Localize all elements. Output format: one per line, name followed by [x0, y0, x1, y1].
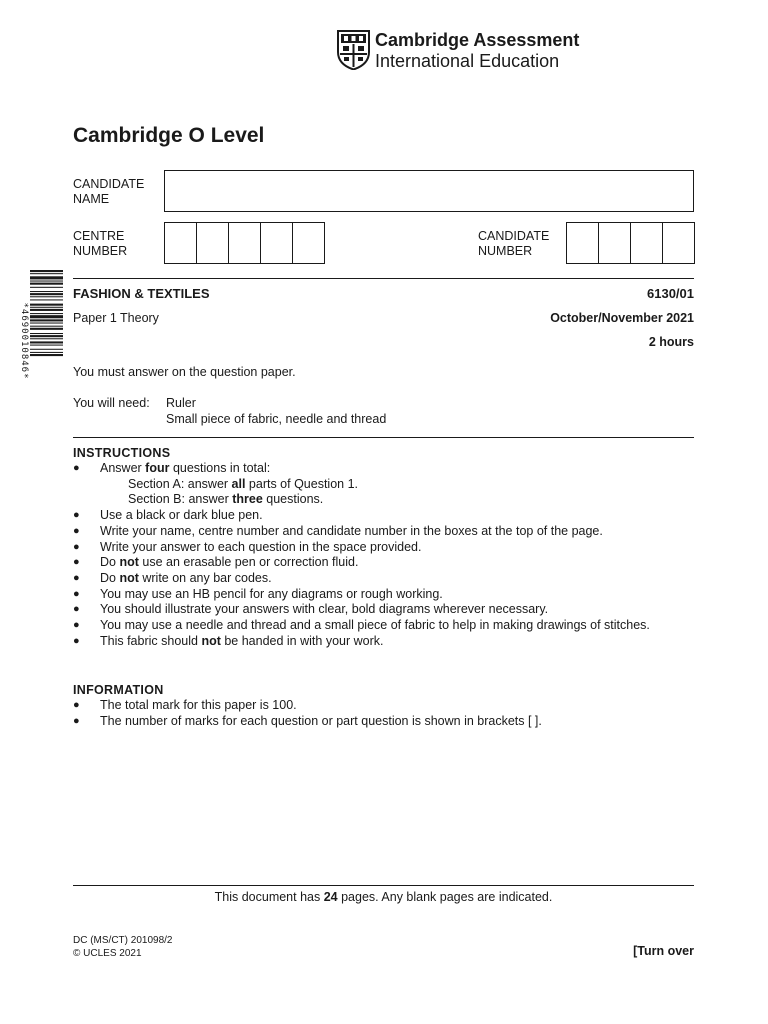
candidate-number-digit[interactable]	[663, 223, 694, 263]
candidate-name-label-1: CANDIDATE	[73, 177, 145, 191]
barcode-bar	[30, 323, 63, 324]
centre-number-label-2: NUMBER	[73, 244, 128, 258]
candidate-number-label-1: CANDIDATE	[478, 229, 550, 243]
centre-number-label-1: CENTRE	[73, 229, 125, 243]
qualification-title: Cambridge O Level	[73, 124, 265, 147]
centre-number-digit[interactable]	[229, 223, 261, 263]
subject-title: FASHION & TEXTILES	[73, 286, 210, 301]
barcode-bar	[30, 270, 63, 272]
exam-session: October/November 2021	[550, 311, 694, 325]
barcode-bar	[30, 335, 63, 337]
barcode-digits-text: *4690010846*	[19, 302, 29, 380]
candidate-number-digit[interactable]	[567, 223, 599, 263]
candidate-number-label-2: NUMBER	[478, 244, 533, 258]
candidate-name-field[interactable]	[164, 170, 694, 212]
information-item: ● The number of marks for each question or part question is shown in brackets [ ].	[73, 713, 542, 728]
barcode-bar	[30, 304, 63, 306]
barcode-bar	[30, 328, 63, 330]
barcode-bar	[30, 281, 63, 282]
cambridge-shield-icon	[337, 30, 370, 70]
barcode-bar	[30, 313, 63, 314]
instructions-heading: INSTRUCTIONS	[73, 446, 171, 460]
barcode-bar	[30, 309, 63, 311]
barcode-bar	[30, 352, 63, 353]
instructions-list	[73, 461, 694, 649]
candidate-number-digit[interactable]	[599, 223, 631, 263]
paper-code: 6130/01	[647, 286, 694, 301]
instruction-item: ● Answer four questions in total:	[73, 461, 271, 475]
centre-number-digit[interactable]	[197, 223, 229, 263]
candidate-number-label	[478, 229, 549, 259]
information-list	[73, 698, 694, 729]
need-item: Small piece of fabric, needle and thread	[166, 412, 387, 426]
instruction-item: ● This fabric should not be handed in with your work.	[73, 633, 384, 648]
barcode-bar	[30, 354, 63, 356]
answer-note: You must answer on the question paper.	[73, 365, 296, 379]
need-item: Ruler	[166, 396, 196, 410]
bullet-icon: ●	[73, 556, 80, 569]
instruction-subitem: Section A: answer all parts of Question 1.	[128, 476, 358, 491]
bullet-icon: ●	[73, 524, 80, 537]
bullet-icon: ●	[73, 571, 80, 584]
candidate-name-label-2: NAME	[73, 192, 110, 206]
instruction-item: ● Do not use an erasable pen or correction fluid.	[73, 555, 359, 570]
instruction-subitem: Section B: answer three questions.	[128, 492, 324, 507]
page-count-note: This document has 24 pages. Any blank pages are indicated.	[214, 890, 553, 904]
barcode-bar	[30, 296, 63, 297]
cambridge-logo	[337, 30, 587, 72]
logo-line-1: Cambridge Assessment	[375, 30, 580, 50]
divider	[73, 437, 694, 438]
barcode-bar	[30, 333, 63, 334]
candidate-number-field[interactable]	[566, 222, 695, 264]
information-heading: INFORMATION	[73, 683, 164, 697]
barcode-bar	[30, 315, 63, 318]
bullet-icon: ●	[73, 619, 80, 632]
centre-number-field[interactable]	[164, 222, 325, 264]
barcode-bar	[30, 341, 63, 343]
copyright: © UCLES 2021	[73, 948, 142, 959]
bullet-icon: ●	[73, 587, 80, 600]
barcode	[30, 270, 63, 412]
bullet-icon: ●	[73, 509, 80, 522]
bullet-icon: ●	[73, 699, 80, 711]
exam-duration: 2 hours	[648, 335, 694, 349]
barcode-bar	[30, 299, 63, 300]
centre-number-digit[interactable]	[293, 223, 324, 263]
bullet-icon: ●	[73, 540, 80, 553]
bullet-icon: ●	[73, 714, 80, 727]
footer-ref-block	[73, 934, 172, 960]
instruction-item: ● You should illustrate your answers with clear, bold diagrams wherever necessary.	[73, 602, 549, 617]
barcode-bar	[30, 345, 63, 346]
footer-divider	[73, 885, 694, 886]
turn-over-note: [Turn over	[633, 944, 694, 958]
information-item: ● The total mark for this paper is 100.	[73, 698, 297, 712]
barcode-digits	[17, 270, 29, 412]
paper-title: Paper 1 Theory	[73, 311, 159, 325]
barcode-bar	[30, 293, 63, 295]
centre-number-digit[interactable]	[261, 223, 293, 263]
barcode-bar	[30, 287, 63, 288]
instruction-item: ● Use a black or dark blue pen.	[73, 508, 263, 523]
barcode-bar	[30, 349, 63, 350]
barcode-bar	[30, 283, 63, 285]
instruction-item: ● Write your answer to each question in the space provided.	[73, 539, 422, 554]
document-reference: DC (MS/CT) 201098/2	[73, 935, 173, 946]
centre-number-label	[73, 229, 127, 259]
instruction-item: ● You may use a needle and thread and a small piece of fabric to help in making drawings of stitches.	[73, 618, 650, 633]
bullet-icon: ●	[73, 603, 80, 616]
bullet-icon: ●	[73, 634, 80, 647]
logo-line-2: International Education	[375, 51, 560, 71]
candidate-name-label	[73, 177, 144, 207]
barcode-bar	[30, 338, 63, 339]
barcode-bar	[30, 319, 63, 321]
barcode-bar	[30, 273, 63, 274]
barcode-bar	[30, 276, 63, 279]
divider	[73, 278, 694, 279]
instruction-item: ● Write your name, centre number and candidate number in the boxes at the top of the page.	[73, 523, 603, 538]
barcode-bar	[30, 291, 63, 292]
bullet-icon: ●	[73, 462, 80, 474]
instruction-item: ● You may use an HB pencil for any diagrams or rough working.	[73, 586, 443, 601]
barcode-bar	[30, 326, 63, 327]
barcode-bar	[30, 307, 63, 308]
centre-number-digit[interactable]	[165, 223, 197, 263]
instruction-item: ● Do not write on any bar codes.	[73, 570, 272, 585]
candidate-number-digit[interactable]	[631, 223, 663, 263]
need-label: You will need:	[73, 396, 150, 410]
